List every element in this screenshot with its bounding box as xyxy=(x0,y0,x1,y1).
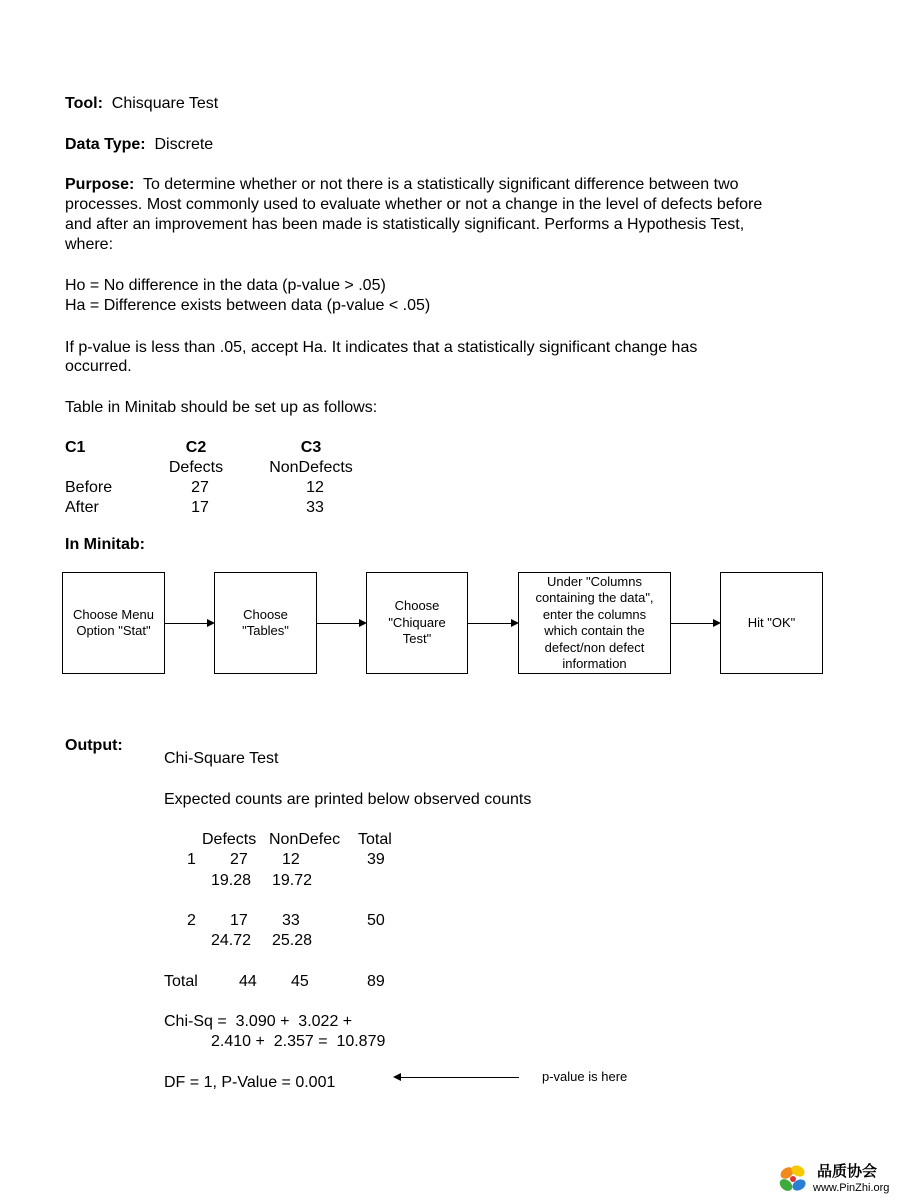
output-row-id: 1 xyxy=(187,851,196,868)
setup-row-label: After xyxy=(65,499,99,516)
hypothesis-null: Ho = No difference in the data (p-value > .05) xyxy=(65,277,386,294)
interpretation-line-1: If p-value is less than .05, accept Ha. It indicates that a statistically significant change has xyxy=(65,339,698,356)
flow-step-stat: Choose Menu Option "Stat" xyxy=(62,572,165,674)
output-total-label: Total xyxy=(164,973,198,990)
setup-header-c2: C2 xyxy=(185,439,207,456)
flow-step-columns: Under "Columns containing the data", enter the columns which contain the defect/non defect information xyxy=(518,572,671,674)
output-row-total: 50 xyxy=(367,912,385,929)
setup-row-nondefects: 12 xyxy=(306,479,324,496)
output-observed: 17 xyxy=(230,912,248,929)
data-type-value: Discrete xyxy=(154,136,214,153)
setup-row-defects: 17 xyxy=(191,499,209,516)
flow-step-chisquare: Choose "Chiquare Test" xyxy=(366,572,468,674)
tool-value: Chisquare Test xyxy=(111,95,219,112)
pinzhi-logo-icon xyxy=(775,1161,811,1197)
setup-row-label: Before xyxy=(65,479,113,496)
purpose-label: Purpose: xyxy=(65,176,135,193)
flow-step-ok: Hit "OK" xyxy=(720,572,823,674)
purpose-line-4: where: xyxy=(65,236,114,253)
data-type-label: Data Type: xyxy=(65,136,146,153)
purpose-line-1: Purpose: To determine whether or not there is a statistically significant difference between two xyxy=(65,176,739,193)
hypothesis-alt: Ha = Difference exists between data (p-value < .05) xyxy=(65,297,431,314)
flow-arrow-line xyxy=(671,623,713,624)
tool-label: Tool: xyxy=(65,95,103,112)
output-row-total: 39 xyxy=(367,851,385,868)
output-expected: 19.72 xyxy=(272,872,313,889)
purpose-line-2: processes. Most commonly used to evaluate whether or not a change in the level of defects before xyxy=(65,196,763,213)
setup-header-c3: C3 xyxy=(300,439,322,456)
setup-subheader-nondefects: NonDefects xyxy=(269,459,353,476)
output-observed: 33 xyxy=(282,912,300,929)
output-expected: 19.28 xyxy=(211,872,252,889)
output-observed: 12 xyxy=(282,851,300,868)
chisq-line-2: 2.410 + 2.357 = 10.879 xyxy=(211,1033,386,1050)
pvalue-note: p-value is here xyxy=(542,1069,628,1084)
flow-arrow-line xyxy=(317,623,359,624)
interpretation-line-2: occurred. xyxy=(65,358,132,375)
watermark-logo xyxy=(775,1160,897,1198)
pvalue-pointer-line xyxy=(401,1077,519,1078)
data-type-line xyxy=(65,135,213,155)
setup-header-c1: C1 xyxy=(65,439,86,456)
output-subtitle: Expected counts are printed below observed counts xyxy=(164,791,532,808)
in-minitab-label: In Minitab: xyxy=(65,536,145,553)
tool-line xyxy=(65,94,218,114)
flow-step-tables: Choose "Tables" xyxy=(214,572,317,674)
setup-subheader-defects: Defects xyxy=(168,459,224,476)
output-observed: 27 xyxy=(230,851,248,868)
setup-row-defects: 27 xyxy=(191,479,209,496)
setup-row-nondefects: 33 xyxy=(306,499,324,516)
output-total-value: 44 xyxy=(239,973,257,990)
flow-arrow-line xyxy=(165,623,207,624)
arrow-left-icon xyxy=(393,1073,401,1081)
output-col-total: Total xyxy=(358,831,392,848)
output-expected: 25.28 xyxy=(272,932,313,949)
output-title: Chi-Square Test xyxy=(164,750,279,767)
watermark-cn: 品质协会 xyxy=(817,1162,878,1180)
df-pvalue-line: DF = 1, P-Value = 0.001 xyxy=(164,1074,336,1091)
output-grand-total: 89 xyxy=(367,973,385,990)
output-col-defects: Defects xyxy=(202,831,257,848)
output-expected: 24.72 xyxy=(211,932,252,949)
purpose-line-3: and after an improvement has been made is statistically significant. Performs a Hypothesis Test, xyxy=(65,216,745,233)
flow-arrow-line xyxy=(468,623,511,624)
output-col-nondefec: NonDefec xyxy=(269,831,341,848)
chisq-line-1: Chi-Sq = 3.090 + 3.022 + xyxy=(164,1013,353,1030)
output-row-id: 2 xyxy=(187,912,196,929)
setup-intro: Table in Minitab should be set up as follows: xyxy=(65,399,378,416)
watermark-url: www.PinZhi.org xyxy=(813,1182,890,1194)
output-total-value: 45 xyxy=(291,973,309,990)
output-label: Output: xyxy=(65,737,123,754)
